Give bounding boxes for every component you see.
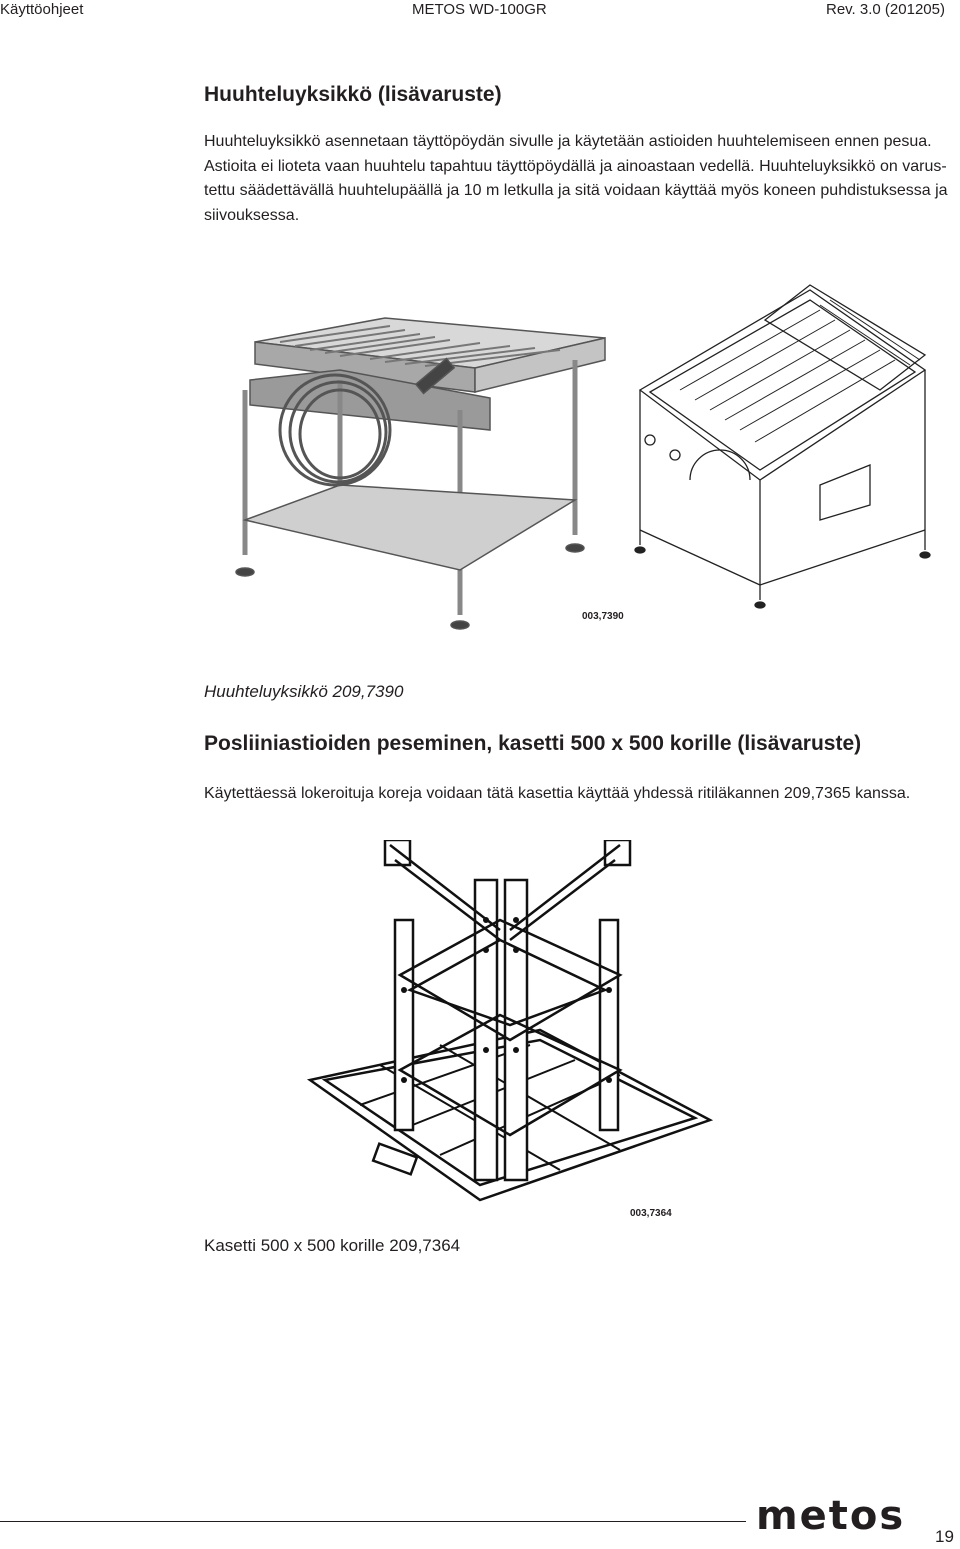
metos-logo: metos	[756, 1493, 906, 1539]
figure-label: 003,7364	[630, 1208, 672, 1219]
rinse-unit-line-drawing	[635, 285, 930, 608]
body-line: siivouksessa.	[204, 206, 300, 224]
section-body-rinse-unit	[204, 130, 956, 228]
page-number: 19	[935, 1527, 954, 1546]
body-line: tettu säädettävällä huuhtelupäällä ja 10 m letkulla ja sitä voidaan käyttää myös koneen puhdistuksessa ja	[204, 182, 948, 199]
rinse-unit-photo	[236, 318, 605, 629]
section-title-cassette: Posliiniastioiden peseminen, kasetti 500 x 500 korille (lisävaruste)	[204, 732, 862, 755]
header-center: METOS WD-100GR	[412, 1, 547, 18]
section-body-cassette: Käytettäessä lokeroituja koreja voidaan tätä kasettia käyttää yhdessä ritiläkannen 209,7365 kanssa.	[204, 785, 911, 802]
figure-caption-rinse-unit: Huuhteluyksikkö 209,7390	[204, 682, 404, 701]
body-line: Huuhteluyksikkö asennetaan täyttöpöydän sivulle ja käytetään astioiden huuhtelemiseen ennen pesua.	[204, 133, 932, 150]
figure-label: 003,7390	[582, 611, 624, 622]
cassette-figure	[300, 840, 720, 1230]
header-left: Käyttöohjeet	[0, 1, 84, 18]
section-title-rinse-unit: Huuhteluyksikkö (lisävaruste)	[204, 83, 502, 106]
rinse-unit-figure	[220, 280, 960, 640]
body-line: Astioita ei lioteta vaan huuhtelu tapahtuu täyttöpöydällä ja ainoastaan vedellä. Huuhteluyksikkö on varus-	[204, 157, 947, 175]
figure-caption-cassette: Kasetti 500 x 500 korille 209,7364	[204, 1236, 461, 1255]
cassette-drawing	[310, 840, 710, 1200]
header-right: Rev. 3.0 (201205)	[826, 1, 945, 18]
footer-rule	[0, 1521, 746, 1522]
